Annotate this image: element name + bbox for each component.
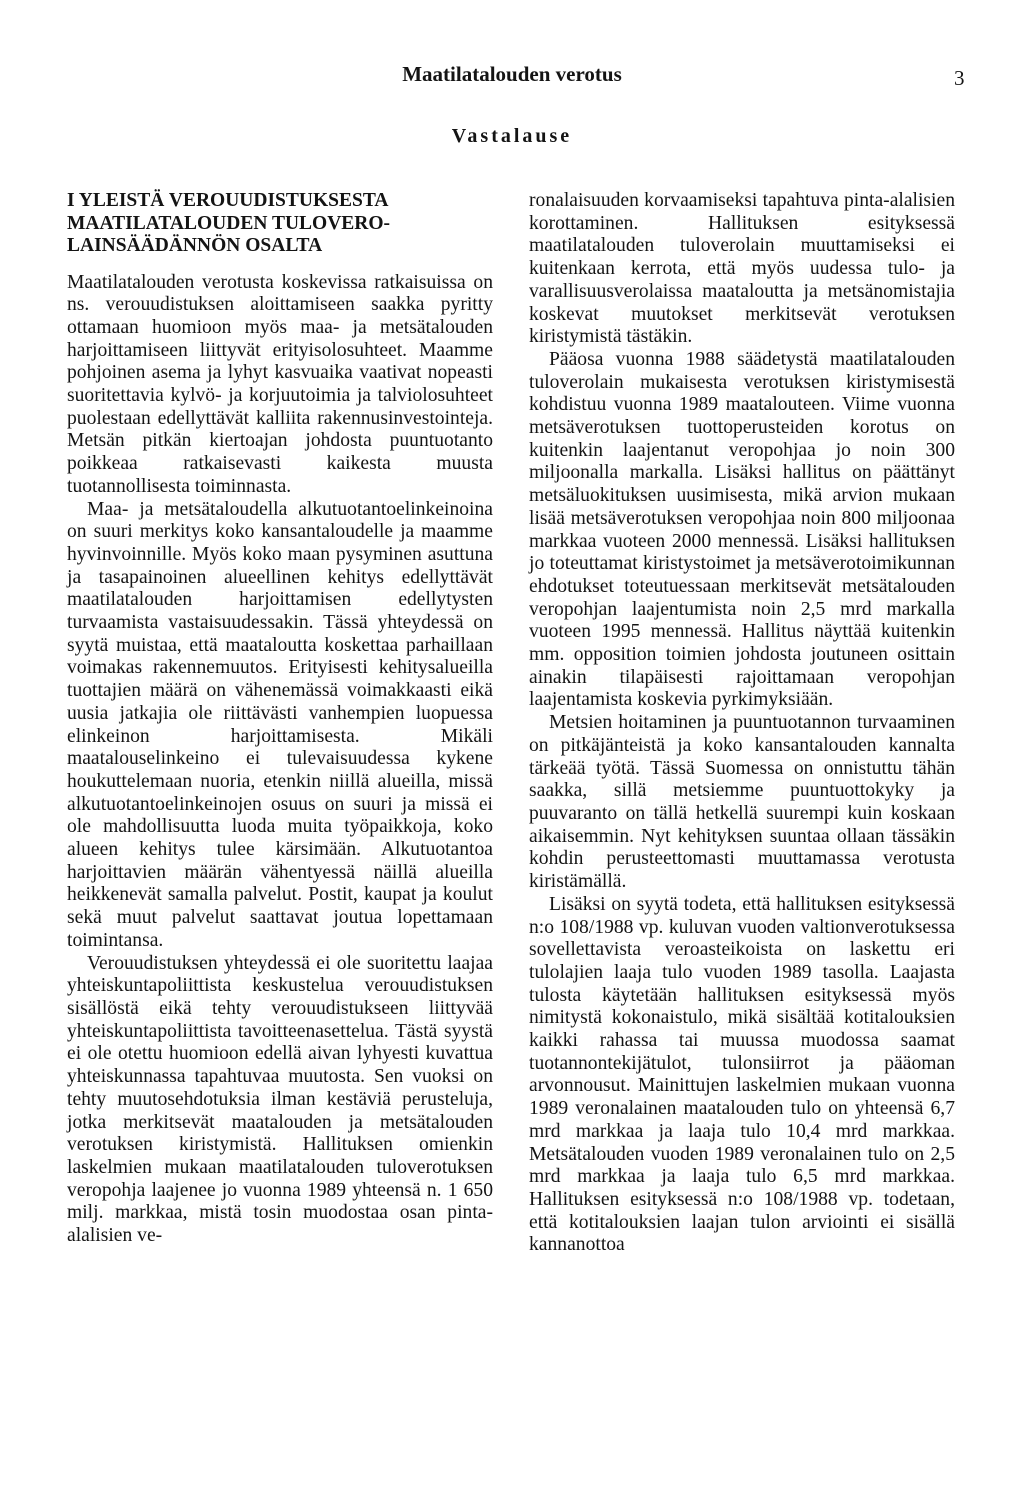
- section-heading: Vastalause: [451, 125, 573, 147]
- paragraph: Lisäksi on syytä todeta, että hallituksen esityksessä n:o 108/1988 vp. kuluvan vuoden valtionverotuksessa sovellettavista veroasteikoista on laskettu eri tulolajien laaja tulo vuoden 1989 tasolla. Laajasta tulosta käytetään hallituksen esityksessä myös nimitystä kokonaistulo, mikä sisältää kotitalouksien kaikki rahassa tai muussa muodossa saamat tuotannontekijätulot, tulonsiirrot ja pääoman arvonnousut. Mainittujen laskelmien mukaan vuonna 1989 veronalainen maatalouden tulo on yhteensä 6,7 mrd markkaa ja laaja tulo 10,4 mrd markkaa. Metsätalouden vuoden 1989 veronalainen tulo on 2,5 mrd markkaa ja laaja tulo 6,5 mrd markkaa. Hallituksen esityksessä n:o 108/1988 vp. todetaan, että kotitalouksien laajan tulon arviointi ei sisällä kannanottoa: [529, 893, 955, 1256]
- paragraph: Metsien hoitaminen ja puuntuotannon turvaaminen on pitkäjänteistä ja koko kansantalouden kannalta tärkeää työtä. Tässä Suomessa on onnistuttu tähän saakka, sillä metsiemme puuntuottokyky ja puuvaranto on tällä hetkellä suurempi kuin koskaan aikaisemmin. Nyt kehityksen suuntaa ollaan tässäkin kohdin perusteettomasti muuttamassa verotusta kiristämällä.: [529, 712, 955, 893]
- paragraph: Maatilatalouden verotusta koskevissa ratkaisuissa on ns. verouudistuksen aloittamiseen saakka pyritty ottamaan huomioon myös maa- ja metsätalouden harjoittamiseen liittyvät erityisolosuhteet. Maamme pohjoinen asema ja lyhyt kasvuaika vaativat nopeasti suoritettavia kylvö- ja korjuutoimia ja talviolosuhteet puolestaan edellyttävät kalliita rakennusinvestointeja. Metsän pitkän kiertoajan johdosta puuntuotanto poikkeaa ratkaisevasti kaikesta muusta tuotannollisesta toiminnasta.: [67, 271, 493, 497]
- running-title: Maatilatalouden verotus: [402, 62, 622, 86]
- page-number: 3: [954, 66, 965, 90]
- paragraph: Maa- ja metsätaloudella alkutuotantoelinkeinoina on suuri merkitys koko kansantaloudelle ja maamme hyvinvoinnille. Myös koko maan pysyminen asuttuna ja tasapainoinen alueellinen kehitys edellyttävät maatilatalouden harjoittamisen edellytysten turvaamista vastaisuudessakin. Tässä yhteydessä on syytä muistaa, että maataloutta koskettaa parhaillaan voimakas rakennemuutos. Erityisesti kehitysalueilla tuottajien määrä on vähenemässä voimakkaasti eikä uusia jatkajia ole riittävästi vanhempien luopuessa elinkeinon harjoittamisesta. Mikäli maatalouselinkeino ei tulevaisuudessa kykene houkuttelemaan nuoria, etenkin niillä alueilla, missä alkutuotantoelinkeinojen osuus on suuri ja missä ei ole mahdollisuutta luoda muita työpaikkoja, koko alueen kehitys tulee kärsimään. Alkutuotantoa harjoittavien määrän vähentyessä näillä alueilla heikkenevät samalla palvelut. Postit, kaupat ja koulut sekä muut palvelut saattavat joutua lopettamaan toimintansa.: [67, 498, 493, 951]
- paragraph: ronalaisuuden korvaamiseksi tapahtuva pinta-alalisien korottaminen. Hallituksen esityksessä maatilatalouden tuloverolain muuttamiseksi ei kuitenkaan kerrota, että myös uudessa tulo- ja varallisuusverolaissa maataloutta ja metsänomistajia koskevat muutokset merkitsevät verotuksen kiristymistä tästäkin.: [529, 190, 955, 348]
- chapter-title: I YLEISTÄ VEROUUDISTUKSESTA MAATILATALOUDEN TULOVERO-LAINSÄÄDÄNNÖN OSALTA: [67, 190, 391, 256]
- right-column: [529, 190, 955, 1257]
- left-column: [67, 190, 493, 1248]
- paragraph: Verouudistuksen yhteydessä ei ole suoritettu laajaa yhteiskuntapoliittista keskustelua verouudistuksen sisällöstä eikä tehty verouudistukseen liittyvää yhteiskuntapoliittista tavoitteenasettelua. Tästä syystä ei ole otettu huomioon edellä aivan lyhyesti kuvattua yhteiskunnassa tapahtuvaa muutosta. Sen vuoksi on tehty muutosehdotuksia ilman kestäviä perusteluja, jotka merkitsevät maatalouden ja metsätalouden verotuksen kiristymistä. Hallituksen omienkin laskelmien mukaan maatilatalouden tuloverotuksen veropohja laajenee jo vuonna 1989 yhteensä n. 1 650 milj. markkaa, mistä tosin muodostaa osan pinta-alalisien ve-: [67, 952, 493, 1247]
- paragraph: Pääosa vuonna 1988 säädetystä maatilatalouden tuloverolain mukaisesta verotuksen kiristymisestä kohdistuu vuonna 1989 maatalouteen. Viime vuonna metsäverotuksen tuottoperusteiden korotus on kuitenkin laajentanut veropohjaa jo noin 300 miljoonalla markalla. Lisäksi hallitus on päättänyt metsäluokituksen uusimisesta, mikä arvion mukaan lisää metsäverotuksen veropohjaa noin 800 miljoonaa markkaa vuoteen 2000 mennessä. Lisäksi hallituksen jo toteuttamat kiristystoimet ja metsäverotoimikunnan ehdotukset toteutuessaan merkitsevät metsätalouden veropohjan laajentumista noin 2,5 mrd markalla vuoteen 1995 mennessä. Hallitus näyttää kuitenkin mm. opposition toimien johdosta joutuneen osittain ainakin tilapäisesti rajoittamaan veropohjan laajentamista koskevia pyrkimyksiään.: [529, 348, 955, 711]
